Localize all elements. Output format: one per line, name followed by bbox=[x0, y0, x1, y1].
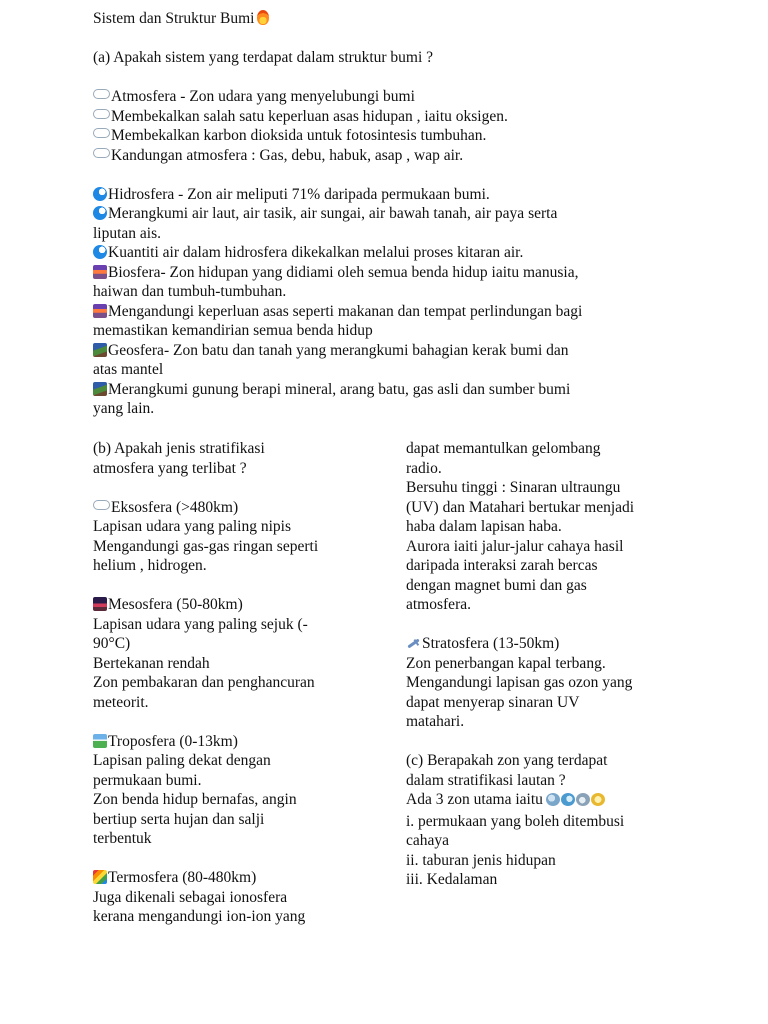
sunset-icon bbox=[93, 304, 107, 318]
stratosfera-line: matahari. bbox=[406, 713, 465, 730]
question-b: (b) Apakah jenis stratifikasi bbox=[93, 440, 265, 457]
water-wave-icon bbox=[93, 187, 107, 201]
atmosfera-line: Atmosfera - Zon udara yang menyelubungi bumi bbox=[93, 87, 733, 107]
atmosfera-line: Membekalkan karbon dioksida untuk fotosintesis tumbuhan. bbox=[93, 126, 733, 146]
biosfera-line: Biosfera- Zon hidupan yang didiami oleh semua benda hidup iaitu manusia, bbox=[93, 263, 733, 283]
cloud-icon bbox=[93, 148, 110, 158]
troposfera-line: terbentuk bbox=[93, 830, 152, 847]
sea-icons bbox=[546, 792, 606, 812]
left-column bbox=[93, 439, 393, 927]
termosfera-line: daripada interaksi zarah bercas bbox=[406, 557, 598, 574]
hidrosfera-line: Kuantiti air dalam hidrosfera dikekalkan melalui proses kitaran air. bbox=[93, 243, 733, 263]
hidrosfera-line: Hidrosfera - Zon air meliputi 71% daripada permukaan bumi. bbox=[93, 185, 733, 205]
right-column bbox=[406, 439, 736, 890]
termosfera-line: atmosfera. bbox=[406, 596, 471, 613]
mesosfera-line: Lapisan udara yang paling sejuk (- bbox=[93, 615, 308, 633]
title-text: Sistem dan Struktur Bumi bbox=[93, 10, 255, 27]
biosfera-line: memastikan kemandirian semua benda hidup bbox=[93, 322, 373, 339]
lautan-item: ii. taburan jenis hidupan bbox=[406, 851, 556, 869]
cloud-icon bbox=[93, 89, 110, 99]
geosfera-line: Merangkumi gunung berapi mineral, arang batu, gas asli dan sumber bumi bbox=[93, 380, 733, 400]
question-c: dalam stratifikasi lautan ? bbox=[406, 771, 566, 789]
water-wave-icon bbox=[93, 206, 107, 220]
stratosfera-line: Mengandungi lapisan gas ozon yang bbox=[406, 674, 633, 691]
troposfera-line: permukaan bumi. bbox=[93, 771, 202, 789]
termosfera-line: dengan magnet bumi dan gas bbox=[406, 576, 587, 594]
geosfera-line: atas mantel bbox=[93, 361, 164, 378]
volcano-icon bbox=[93, 597, 107, 611]
mesosfera-line: Bertekanan rendah bbox=[93, 654, 210, 672]
termosfera-line: (UV) dan Matahari bertukar menjadi bbox=[406, 498, 635, 516]
biosfera-line: Mengandungi keperluan asas seperti makanan dan tempat perlindungan bagi bbox=[93, 302, 733, 322]
termosfera-line: Bersuhu tinggi : Sinaran ultraungu bbox=[406, 479, 621, 496]
top-section bbox=[93, 9, 733, 419]
mesosfera-line: Zon pembakaran dan penghancuran bbox=[93, 674, 315, 691]
biosfera-line: haiwan dan tumbuh-tumbuhan. bbox=[93, 283, 287, 300]
termosfera-line: kerana mengandungi ion-ion yang bbox=[93, 908, 306, 925]
hidrosfera-line: Merangkumi air laut, air tasik, air sungai, air bawah tanah, air paya serta bbox=[93, 204, 733, 224]
cloud-icon bbox=[93, 109, 110, 119]
fish-icon bbox=[561, 793, 575, 806]
troposfera-line: bertiup serta hujan dan salji bbox=[93, 810, 265, 828]
stratosfera-heading: Stratosfera (13-50km) bbox=[406, 634, 736, 654]
mesosfera-heading: Mesosfera (50-80km) bbox=[93, 595, 393, 615]
eksosfera-line: helium , hidrogen. bbox=[93, 557, 207, 574]
stratosfera-line: dapat menyerap sinaran UV bbox=[406, 693, 580, 711]
mountain-icon bbox=[93, 382, 107, 396]
cloud-icon bbox=[93, 500, 110, 510]
shark-icon bbox=[576, 793, 590, 806]
lautan-item: cahaya bbox=[406, 832, 450, 849]
atmosfera-line: Membekalkan salah satu keperluan asas hidupan , iaitu oksigen. bbox=[93, 107, 733, 127]
termosfera-heading: Termosfera (80-480km) bbox=[93, 868, 393, 888]
fire-icon bbox=[257, 10, 269, 25]
termosfera-line: dapat memantulkan gelombang bbox=[406, 440, 601, 457]
water-wave-icon bbox=[93, 245, 107, 259]
stratosfera-line: Zon penerbangan kapal terbang. bbox=[406, 654, 606, 672]
termosfera-line: Juga dikenali sebagai ionosfera bbox=[93, 888, 288, 906]
landscape-icon bbox=[93, 734, 107, 748]
question-b: atmosfera yang terlibat ? bbox=[93, 459, 247, 477]
troposfera-heading: Troposfera (0-13km) bbox=[93, 732, 393, 752]
lautan-intro: Ada 3 zon utama iaitu bbox=[406, 790, 736, 812]
termosfera-line: Aurora iaiti jalur-jalur cahaya hasil bbox=[406, 537, 624, 555]
hidrosfera-line: liputan ais. bbox=[93, 224, 162, 242]
question-a: (a) Apakah sistem yang terdapat dalam struktur bumi ? bbox=[93, 49, 434, 66]
geosfera-line: yang lain. bbox=[93, 400, 155, 417]
rainbow-icon bbox=[93, 870, 107, 884]
termosfera-line: haba dalam lapisan haba. bbox=[406, 518, 562, 535]
troposfera-line: Lapisan paling dekat dengan bbox=[93, 752, 271, 769]
dolphin-icon bbox=[546, 793, 560, 806]
mountain-icon bbox=[93, 343, 107, 357]
mesosfera-line: meteorit. bbox=[93, 693, 149, 711]
eksosfera-heading: Eksosfera (>480km) bbox=[93, 498, 393, 518]
sunset-icon bbox=[93, 265, 107, 279]
airplane-icon bbox=[406, 636, 421, 650]
termosfera-line: radio. bbox=[406, 459, 442, 477]
blowfish-icon bbox=[591, 793, 605, 806]
lautan-item: i. permukaan yang boleh ditembusi bbox=[406, 812, 625, 830]
atmosfera-line: Kandungan atmosfera : Gas, debu, habuk, asap , wap air. bbox=[93, 146, 733, 166]
document-title bbox=[93, 9, 733, 29]
question-c: (c) Berapakah zon yang terdapat bbox=[406, 752, 608, 769]
lautan-item: iii. Kedalaman bbox=[406, 871, 498, 888]
eksosfera-line: Mengandungi gas-gas ringan seperti bbox=[93, 537, 319, 555]
geosfera-line: Geosfera- Zon batu dan tanah yang merangkumi bahagian kerak bumi dan bbox=[93, 341, 733, 361]
eksosfera-line: Lapisan udara yang paling nipis bbox=[93, 518, 292, 535]
mesosfera-line: 90°C) bbox=[93, 635, 131, 652]
cloud-icon bbox=[93, 128, 110, 138]
troposfera-line: Zon benda hidup bernafas, angin bbox=[93, 791, 297, 808]
